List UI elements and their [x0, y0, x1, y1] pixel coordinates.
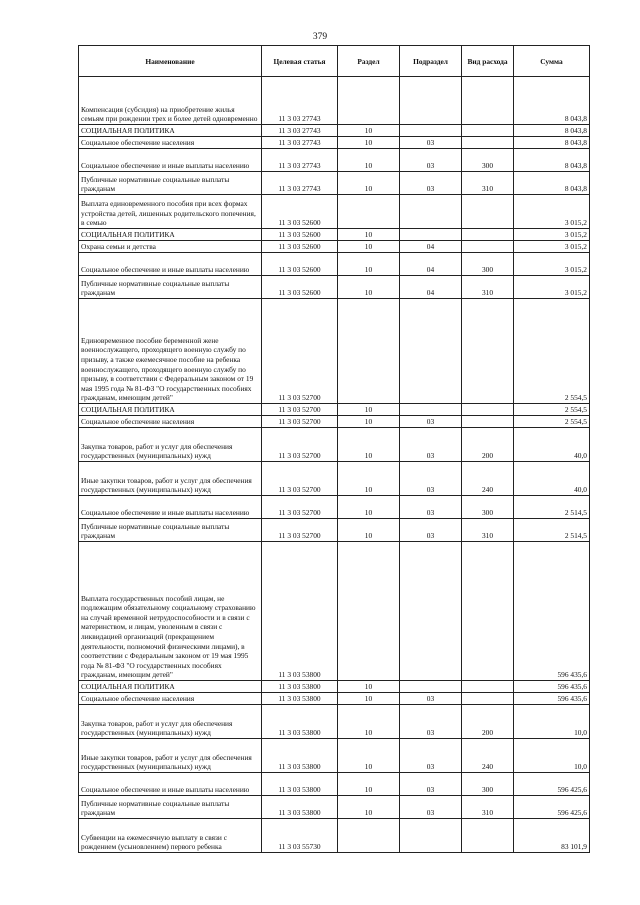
cell-subsection: 03	[400, 496, 462, 519]
cell-name: Выплата единовременного пособия при всех формах устройства детей, лишенных родительского попечения, в семью	[79, 195, 262, 229]
cell-sum: 40,0	[514, 428, 590, 462]
cell-sum: 10,0	[514, 739, 590, 773]
cell-section: 10	[338, 519, 400, 542]
cell-subsection: 03	[400, 172, 462, 195]
cell-sum: 40,0	[514, 462, 590, 496]
cell-name: СОЦИАЛЬНАЯ ПОЛИТИКА	[79, 404, 262, 416]
header-code: Целевая статья	[262, 46, 338, 77]
cell-code: 11 3 03 52600	[262, 195, 338, 229]
cell-type	[462, 416, 514, 428]
cell-code: 11 3 03 55730	[262, 819, 338, 853]
cell-name: Социальное обеспечение населения	[79, 137, 262, 149]
cell-code: 11 3 03 52700	[262, 404, 338, 416]
table-row	[79, 496, 590, 519]
cell-sum: 3 015,2	[514, 276, 590, 299]
cell-type	[462, 125, 514, 137]
table-row	[79, 462, 590, 496]
cell-code: 11 3 03 53800	[262, 693, 338, 705]
cell-subsection: 03	[400, 137, 462, 149]
cell-name: Закупка товаров, работ и услуг для обеспечения государственных (муниципальных) нужд	[79, 705, 262, 739]
table-row	[79, 796, 590, 819]
cell-subsection: 03	[400, 428, 462, 462]
table-row	[79, 253, 590, 276]
cell-section: 10	[338, 229, 400, 241]
cell-type	[462, 229, 514, 241]
header-sum: Сумма	[514, 46, 590, 77]
cell-section: 10	[338, 796, 400, 819]
cell-section: 10	[338, 149, 400, 172]
cell-subsection	[400, 681, 462, 693]
table-row	[79, 819, 590, 853]
cell-name: Выплата государственных пособий лицам, не подлежащим обязательному социальному страхованию на случай временной нетрудоспособности и в связи с материнством, и лицам, уволенным в связи с ликвидацией организаций (прекращением деятельности, полномочий физическими лицами), в соответствии с Федеральным законом от 19 мая 1995 года № 81-ФЗ "О государственных пособиях гражданам, имеющим детей"	[79, 542, 262, 681]
cell-section: 10	[338, 416, 400, 428]
cell-type	[462, 542, 514, 681]
cell-section: 10	[338, 462, 400, 496]
cell-type: 200	[462, 428, 514, 462]
cell-section: 10	[338, 681, 400, 693]
cell-sum: 3 015,2	[514, 241, 590, 253]
cell-type: 300	[462, 149, 514, 172]
cell-subsection	[400, 299, 462, 404]
cell-name: Публичные нормативные социальные выплаты гражданам	[79, 276, 262, 299]
table-row	[79, 137, 590, 149]
cell-code: 11 3 03 52700	[262, 462, 338, 496]
cell-name: Социальное обеспечение и иные выплаты населению	[79, 253, 262, 276]
table-row	[79, 195, 590, 229]
cell-sum: 8 043,8	[514, 172, 590, 195]
table-row	[79, 705, 590, 739]
cell-type	[462, 137, 514, 149]
cell-sum: 596 435,6	[514, 693, 590, 705]
cell-code: 11 3 03 27743	[262, 172, 338, 195]
cell-code: 11 3 03 52700	[262, 428, 338, 462]
cell-section: 10	[338, 496, 400, 519]
cell-sum: 3 015,2	[514, 253, 590, 276]
table-row	[79, 149, 590, 172]
cell-sum: 83 101,9	[514, 819, 590, 853]
cell-name: Компенсация (субсидия) на приобретение жилья семьям при рождении трех и более детей одновременно	[79, 77, 262, 125]
cell-sum: 2 514,5	[514, 519, 590, 542]
cell-sum: 3 015,2	[514, 229, 590, 241]
cell-section: 10	[338, 739, 400, 773]
cell-section: 10	[338, 428, 400, 462]
table-row	[79, 404, 590, 416]
cell-code: 11 3 03 52600	[262, 253, 338, 276]
table-row	[79, 125, 590, 137]
cell-sum: 2 554,5	[514, 299, 590, 404]
table-row	[79, 428, 590, 462]
cell-code: 11 3 03 52600	[262, 276, 338, 299]
cell-type: 300	[462, 773, 514, 796]
cell-type: 310	[462, 519, 514, 542]
table-row	[79, 229, 590, 241]
cell-type	[462, 681, 514, 693]
cell-section	[338, 195, 400, 229]
header-row	[79, 46, 590, 77]
cell-type: 240	[462, 462, 514, 496]
cell-name: Социальное обеспечение населения	[79, 416, 262, 428]
cell-subsection: 03	[400, 519, 462, 542]
cell-section	[338, 77, 400, 125]
cell-name: Публичные нормативные социальные выплаты гражданам	[79, 172, 262, 195]
cell-section	[338, 819, 400, 853]
cell-name: Социальное обеспечение населения	[79, 693, 262, 705]
cell-sum: 596 425,6	[514, 796, 590, 819]
cell-name: Субвенции на ежемесячную выплату в связи с рождением (усыновлением) первого ребенка	[79, 819, 262, 853]
header-subsection: Подраздел	[400, 46, 462, 77]
cell-subsection: 03	[400, 796, 462, 819]
header-name: Наименование	[79, 46, 262, 77]
cell-code: 11 3 03 27743	[262, 137, 338, 149]
cell-type: 300	[462, 253, 514, 276]
cell-subsection	[400, 229, 462, 241]
cell-subsection: 04	[400, 253, 462, 276]
cell-name: Публичные нормативные социальные выплаты гражданам	[79, 796, 262, 819]
cell-name: Социальное обеспечение и иные выплаты населению	[79, 496, 262, 519]
cell-section: 10	[338, 404, 400, 416]
cell-subsection: 03	[400, 693, 462, 705]
cell-code: 11 3 03 27743	[262, 149, 338, 172]
cell-type: 300	[462, 496, 514, 519]
page-number: 379	[312, 32, 328, 42]
cell-type	[462, 299, 514, 404]
cell-code: 11 3 03 52600	[262, 241, 338, 253]
cell-section: 10	[338, 705, 400, 739]
cell-subsection	[400, 195, 462, 229]
cell-name: Иные закупки товаров, работ и услуг для обеспечения государственных (муниципальных) нужд	[79, 462, 262, 496]
cell-subsection	[400, 542, 462, 681]
cell-name: СОЦИАЛЬНАЯ ПОЛИТИКА	[79, 125, 262, 137]
cell-sum: 8 043,8	[514, 137, 590, 149]
cell-section: 10	[338, 253, 400, 276]
cell-code: 11 3 03 53800	[262, 796, 338, 819]
cell-name: Социальное обеспечение и иные выплаты населению	[79, 149, 262, 172]
cell-subsection: 03	[400, 462, 462, 496]
cell-type: 310	[462, 276, 514, 299]
table-row	[79, 519, 590, 542]
table-row	[79, 172, 590, 195]
cell-type	[462, 241, 514, 253]
cell-section: 10	[338, 693, 400, 705]
cell-sum: 2 554,5	[514, 404, 590, 416]
cell-code: 11 3 03 27743	[262, 125, 338, 137]
cell-subsection	[400, 404, 462, 416]
cell-sum: 2 554,5	[514, 416, 590, 428]
cell-code: 11 3 03 27743	[262, 77, 338, 125]
cell-subsection: 04	[400, 241, 462, 253]
cell-sum: 3 015,2	[514, 195, 590, 229]
table-row	[79, 276, 590, 299]
cell-subsection	[400, 125, 462, 137]
table-row	[79, 77, 590, 125]
cell-name: СОЦИАЛЬНАЯ ПОЛИТИКА	[79, 681, 262, 693]
cell-sum: 596 435,6	[514, 681, 590, 693]
cell-type: 200	[462, 705, 514, 739]
table-row	[79, 241, 590, 253]
cell-subsection: 03	[400, 773, 462, 796]
cell-subsection: 03	[400, 705, 462, 739]
cell-name: Закупка товаров, работ и услуг для обеспечения государственных (муниципальных) нужд	[79, 428, 262, 462]
cell-code: 11 3 03 52600	[262, 229, 338, 241]
cell-section: 10	[338, 172, 400, 195]
cell-sum: 2 514,5	[514, 496, 590, 519]
header-section: Раздел	[338, 46, 400, 77]
cell-code: 11 3 03 53800	[262, 681, 338, 693]
cell-sum: 10,0	[514, 705, 590, 739]
table-row	[79, 416, 590, 428]
table-row	[79, 681, 590, 693]
cell-type	[462, 819, 514, 853]
cell-name: Публичные нормативные социальные выплаты гражданам	[79, 519, 262, 542]
cell-code: 11 3 03 53800	[262, 542, 338, 681]
cell-code: 11 3 03 52700	[262, 416, 338, 428]
cell-subsection	[400, 77, 462, 125]
cell-name: Охрана семьи и детства	[79, 241, 262, 253]
cell-subsection: 03	[400, 416, 462, 428]
cell-section	[338, 299, 400, 404]
cell-type: 240	[462, 739, 514, 773]
cell-code: 11 3 03 52700	[262, 299, 338, 404]
cell-subsection: 04	[400, 276, 462, 299]
cell-sum: 596 425,6	[514, 773, 590, 796]
cell-sum: 8 043,8	[514, 77, 590, 125]
cell-section: 10	[338, 276, 400, 299]
cell-code: 11 3 03 53800	[262, 739, 338, 773]
table-row	[79, 693, 590, 705]
cell-name: Единовременное пособие беременной жене военнослужащего, проходящего военную службу по призыву, а также ежемесячное пособие на ребенка военнослужащего, проходящего военную службу по призыву, в соответствии с Федеральным законом от 19 мая 1995 года № 81-ФЗ "О государственных пособиях гражданам, имеющим детей"	[79, 299, 262, 404]
cell-type: 310	[462, 796, 514, 819]
cell-type	[462, 404, 514, 416]
cell-subsection: 03	[400, 149, 462, 172]
cell-sum: 596 435,6	[514, 542, 590, 681]
table-row	[79, 739, 590, 773]
cell-type	[462, 693, 514, 705]
cell-code: 11 3 03 53800	[262, 705, 338, 739]
cell-section	[338, 542, 400, 681]
cell-type: 310	[462, 172, 514, 195]
cell-section: 10	[338, 137, 400, 149]
cell-sum: 8 043,8	[514, 125, 590, 137]
cell-subsection: 03	[400, 739, 462, 773]
budget-table	[78, 45, 590, 853]
cell-sum: 8 043,8	[514, 149, 590, 172]
cell-section: 10	[338, 125, 400, 137]
header-expense-type: Вид расхода	[462, 46, 514, 77]
cell-name: СОЦИАЛЬНАЯ ПОЛИТИКА	[79, 229, 262, 241]
cell-section: 10	[338, 773, 400, 796]
cell-type	[462, 77, 514, 125]
cell-section: 10	[338, 241, 400, 253]
cell-subsection	[400, 819, 462, 853]
table-row	[79, 299, 590, 404]
cell-code: 11 3 03 52700	[262, 496, 338, 519]
cell-code: 11 3 03 53800	[262, 773, 338, 796]
cell-type	[462, 195, 514, 229]
cell-code: 11 3 03 52700	[262, 519, 338, 542]
cell-name: Социальное обеспечение и иные выплаты населению	[79, 773, 262, 796]
table-row	[79, 542, 590, 681]
table-row	[79, 773, 590, 796]
cell-name: Иные закупки товаров, работ и услуг для обеспечения государственных (муниципальных) нужд	[79, 739, 262, 773]
